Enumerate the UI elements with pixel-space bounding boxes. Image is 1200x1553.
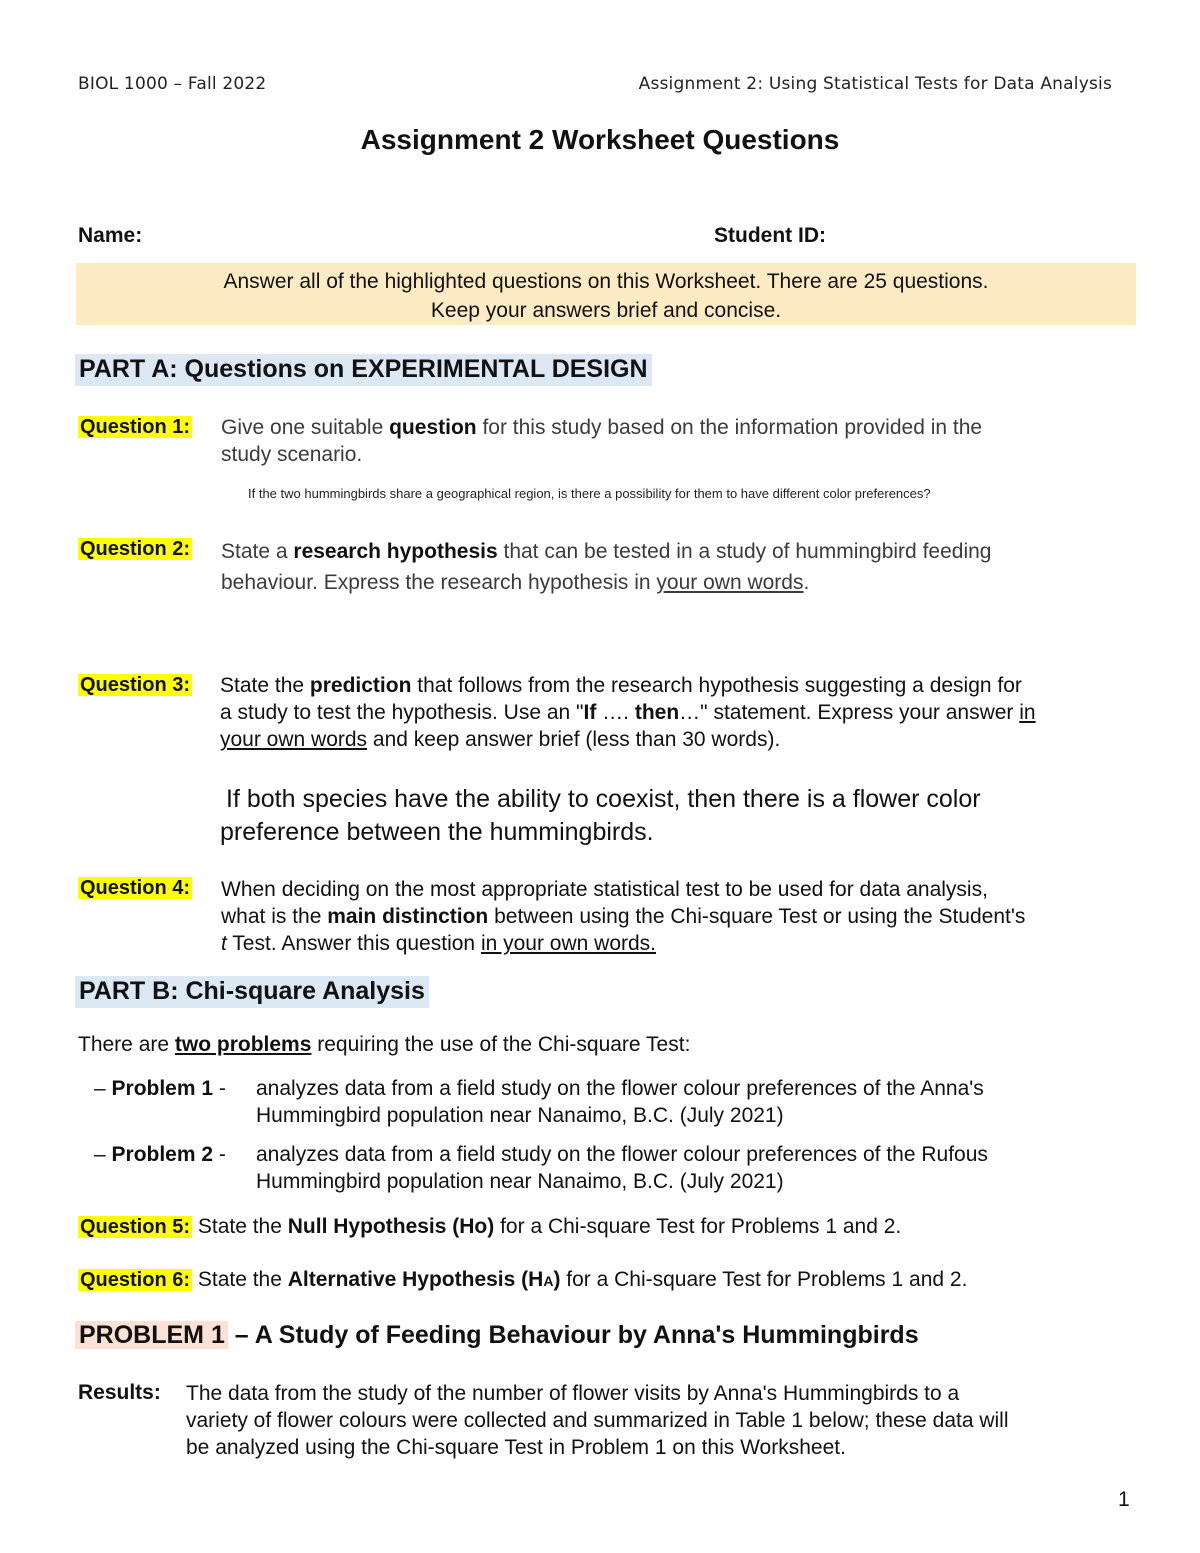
- question-5: Question 5: State the Null Hypothesis (Ho) for a Chi-square Test for Problems 1 and 2.: [80, 1215, 902, 1238]
- part-a-heading: PART A: Questions on EXPERIMENTAL DESIGN: [75, 354, 652, 386]
- name-label: Name:: [78, 224, 143, 247]
- part-b-heading: PART B: Chi-square Analysis: [75, 976, 429, 1008]
- question-3: [78, 674, 192, 697]
- question-2-label: Question 2:: [80, 538, 191, 560]
- question-3-text: State the prediction that follows from the research hypothesis suggesting a design for a study to test the hypothesis. Use an "If …. then…" statement. Express your answer in your own words and keep answer brief (less than 30 words).: [220, 674, 1036, 751]
- problem-list-item-1: – Problem 1 - analyzes data from a field study on the flower colour preferences of the Anna's Hummingbird population near Nanaimo, B.C. (July 2021): [94, 1077, 984, 1127]
- notice-line-2: Keep your answers brief and concise.: [430, 299, 782, 322]
- course-header: BIOL 1000 – Fall 2022: [78, 74, 267, 94]
- question-2-text: State a research hypothesis that can be tested in a study of hummingbird feeding behaviour. Express the research hypothesis in your own words.: [221, 540, 992, 594]
- question-1-answer: If the two hummingbirds share a geographical region, is there a possibility for them to have different color preferences?: [248, 486, 931, 501]
- question-5-label: Question 5:: [80, 1216, 191, 1238]
- results-text: The data from the study of the number of flower visits by Anna's Hummingbirds to a variety of flower colours were collected and summarized in Table 1 below; these data will be analyzed using the Chi-square Test in Problem 1 on this Worksheet.: [186, 1382, 1009, 1459]
- question-3-label: Question 3:: [80, 674, 191, 696]
- question-3-answer: If both species have the ability to coexist, then there is a flower color preference between the hummingbirds.: [220, 785, 981, 846]
- results-label: Results:: [78, 1381, 161, 1404]
- question-4-text: When deciding on the most appropriate statistical test to be used for data analysis, what is the main distinction between using the Chi-square Test or using the Student's t Test. Answer this question in your own words.: [221, 878, 1026, 955]
- question-4-label: Question 4:: [80, 877, 191, 899]
- part-b-intro: There are two problems requiring the use of the Chi-square Test:: [78, 1033, 691, 1056]
- student-id-label: Student ID:: [714, 224, 826, 247]
- notice-line-1: Answer all of the highlighted questions on this Worksheet. There are 25 questions.: [223, 270, 989, 293]
- instructions-notice: [76, 263, 1136, 325]
- page-title: Assignment 2 Worksheet Questions: [360, 124, 840, 155]
- page-number: 1: [1118, 1488, 1130, 1511]
- question-2: [78, 538, 192, 561]
- question-6: Question 6: State the Alternative Hypothesis (HA) for a Chi-square Test for Problems 1 and 2.: [80, 1268, 968, 1291]
- question-1-text: Give one suitable question for this study based on the information provided in the study scenario.: [221, 416, 983, 466]
- assignment-header: Assignment 2: Using Statistical Tests for Data Analysis: [638, 74, 1112, 94]
- problem-list-item-2: – Problem 2 - analyzes data from a field study on the flower colour preferences of the Rufous Hummingbird population near Nanaimo, B.C. (July 2021): [94, 1143, 988, 1193]
- question-1-label: Question 1:: [80, 416, 191, 438]
- question-6-label: Question 6:: [80, 1269, 191, 1291]
- question-4: [78, 877, 192, 900]
- question-1: [78, 416, 192, 439]
- problem-1-heading: PROBLEM 1 – A Study of Feeding Behaviour by Anna's Hummingbirds: [75, 1320, 923, 1352]
